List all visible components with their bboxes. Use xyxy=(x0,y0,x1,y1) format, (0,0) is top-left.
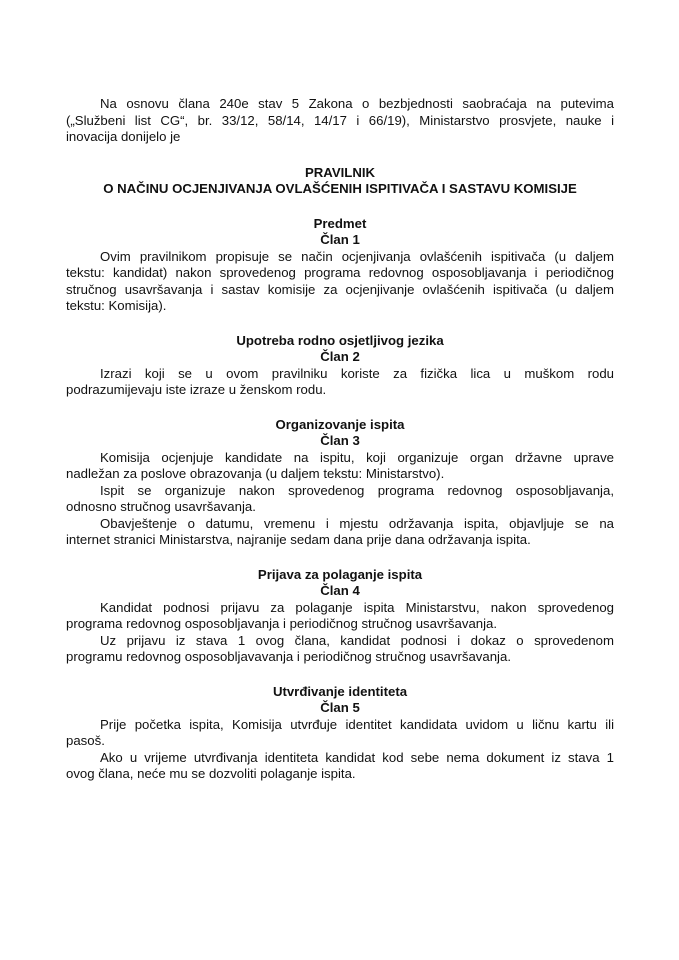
paragraph-line: Izrazi koji se u ovom pravilniku koriste za fizička lica u muškom rodu xyxy=(100,365,614,381)
article-number: Član 5 xyxy=(320,700,360,715)
paragraph xyxy=(66,249,614,315)
paragraph-line: stručnog usavršavanja i sastav komisije za ocjenjivanje ovlašćenih ispitivača (u daljem xyxy=(66,281,614,297)
article-number: Član 4 xyxy=(320,583,360,598)
article-3 xyxy=(66,417,614,549)
paragraph-line: ovog člana, neće mu se dozvoliti polaganje ispita. xyxy=(66,766,356,781)
article-heading: Prijava za polaganje ispita xyxy=(257,566,423,582)
paragraph-line: Kandidat podnosi prijavu za polaganje ispita Ministarstvu, nakon sprovedenog xyxy=(100,599,614,615)
paragraph-line: inovacija donijelo je xyxy=(66,129,181,144)
paragraph-line: Ovim pravilnikom propisuje se način ocjenjivanja ovlašćenih ispitivača (u daljem xyxy=(100,248,614,264)
document-title: PRAVILNIK xyxy=(304,164,376,180)
paragraph-line: pasoš. xyxy=(66,733,105,748)
article-1 xyxy=(66,216,614,315)
paragraph xyxy=(66,450,614,483)
paragraph-line: programu redovnog osposobljavavanja i periodičnog stručnog usavršavanja. xyxy=(66,649,511,664)
paragraph-line: odnosno stručnog usavršavanja. xyxy=(66,499,256,514)
paragraph-line: („Službeni list CG“, br. 33/12, 58/14, 14/17 i 66/19), Ministarstvo prosvjete, nauke i xyxy=(66,112,614,128)
article-number: Član 2 xyxy=(320,349,360,364)
paragraph-line: internet stranici Ministarstva, najranije sedam dana prije dana održavanja ispita. xyxy=(66,532,531,547)
paragraph-line: tekstu: Komisija). xyxy=(66,298,167,313)
article-number: Član 1 xyxy=(320,232,360,247)
paragraph xyxy=(66,750,614,783)
paragraph-line: Komisija ocjenjuje kandidate na ispitu, koji organizuje organ državne uprave xyxy=(100,449,614,465)
paragraph xyxy=(66,600,614,633)
paragraph-line: Prije početka ispita, Komisija utvrđuje identitet kandidata uvidom u ličnu kartu ili xyxy=(100,716,614,732)
paragraph xyxy=(66,633,614,666)
paragraph-line: podrazumijevaju iste izraze u ženskom rodu. xyxy=(66,382,327,397)
article-5 xyxy=(66,684,614,783)
preamble xyxy=(66,96,614,146)
paragraph-line: Na osnovu člana 240e stav 5 Zakona o bezbjednosti saobraćaja na putevima xyxy=(100,96,614,111)
article-heading: Predmet xyxy=(313,215,367,231)
article-heading: Upotreba rodno osjetljivog jezika xyxy=(236,332,444,348)
paragraph-line: nadležan za poslove obrazovanja (u daljem tekstu: Ministarstvo). xyxy=(66,466,445,481)
document-subtitle: O NAČINU OCJENJIVANJA OVLAŠĆENIH ISPITIVAČA I SASTAVU KOMISIJE xyxy=(103,181,577,196)
article-number: Član 3 xyxy=(320,433,360,448)
article-2 xyxy=(66,333,614,399)
document-page xyxy=(66,96,614,783)
article-4 xyxy=(66,567,614,666)
paragraph-line: programa redovnog osposobljavanja i periodičnog stručnog usavršavanja. xyxy=(66,616,498,631)
paragraph-line: Ispit se organizuje nakon sprovedenog programa redovnog osposobljavanja, xyxy=(100,482,614,498)
article-heading: Utvrđivanje identiteta xyxy=(272,683,408,699)
paragraph xyxy=(66,516,614,549)
articles xyxy=(66,216,614,783)
article-heading: Organizovanje ispita xyxy=(275,416,405,432)
paragraph xyxy=(66,717,614,750)
paragraph xyxy=(66,366,614,399)
paragraph xyxy=(66,483,614,516)
paragraph-line: Ako u vrijeme utvrđivanja identiteta kandidat kod sebe nema dokument iz stava 1 xyxy=(100,749,614,765)
paragraph-line: Uz prijavu iz stava 1 ovog člana, kandidat podnosi i dokaz o sprovedenom xyxy=(100,632,614,648)
paragraph-line: tekstu: kandidat) nakon sprovedenog programa redovnog osposobljavanja i periodičnog xyxy=(66,265,614,280)
paragraph-line: Obavještenje o datumu, vremenu i mjestu održavanja ispita, objavljuje se na xyxy=(100,515,614,531)
